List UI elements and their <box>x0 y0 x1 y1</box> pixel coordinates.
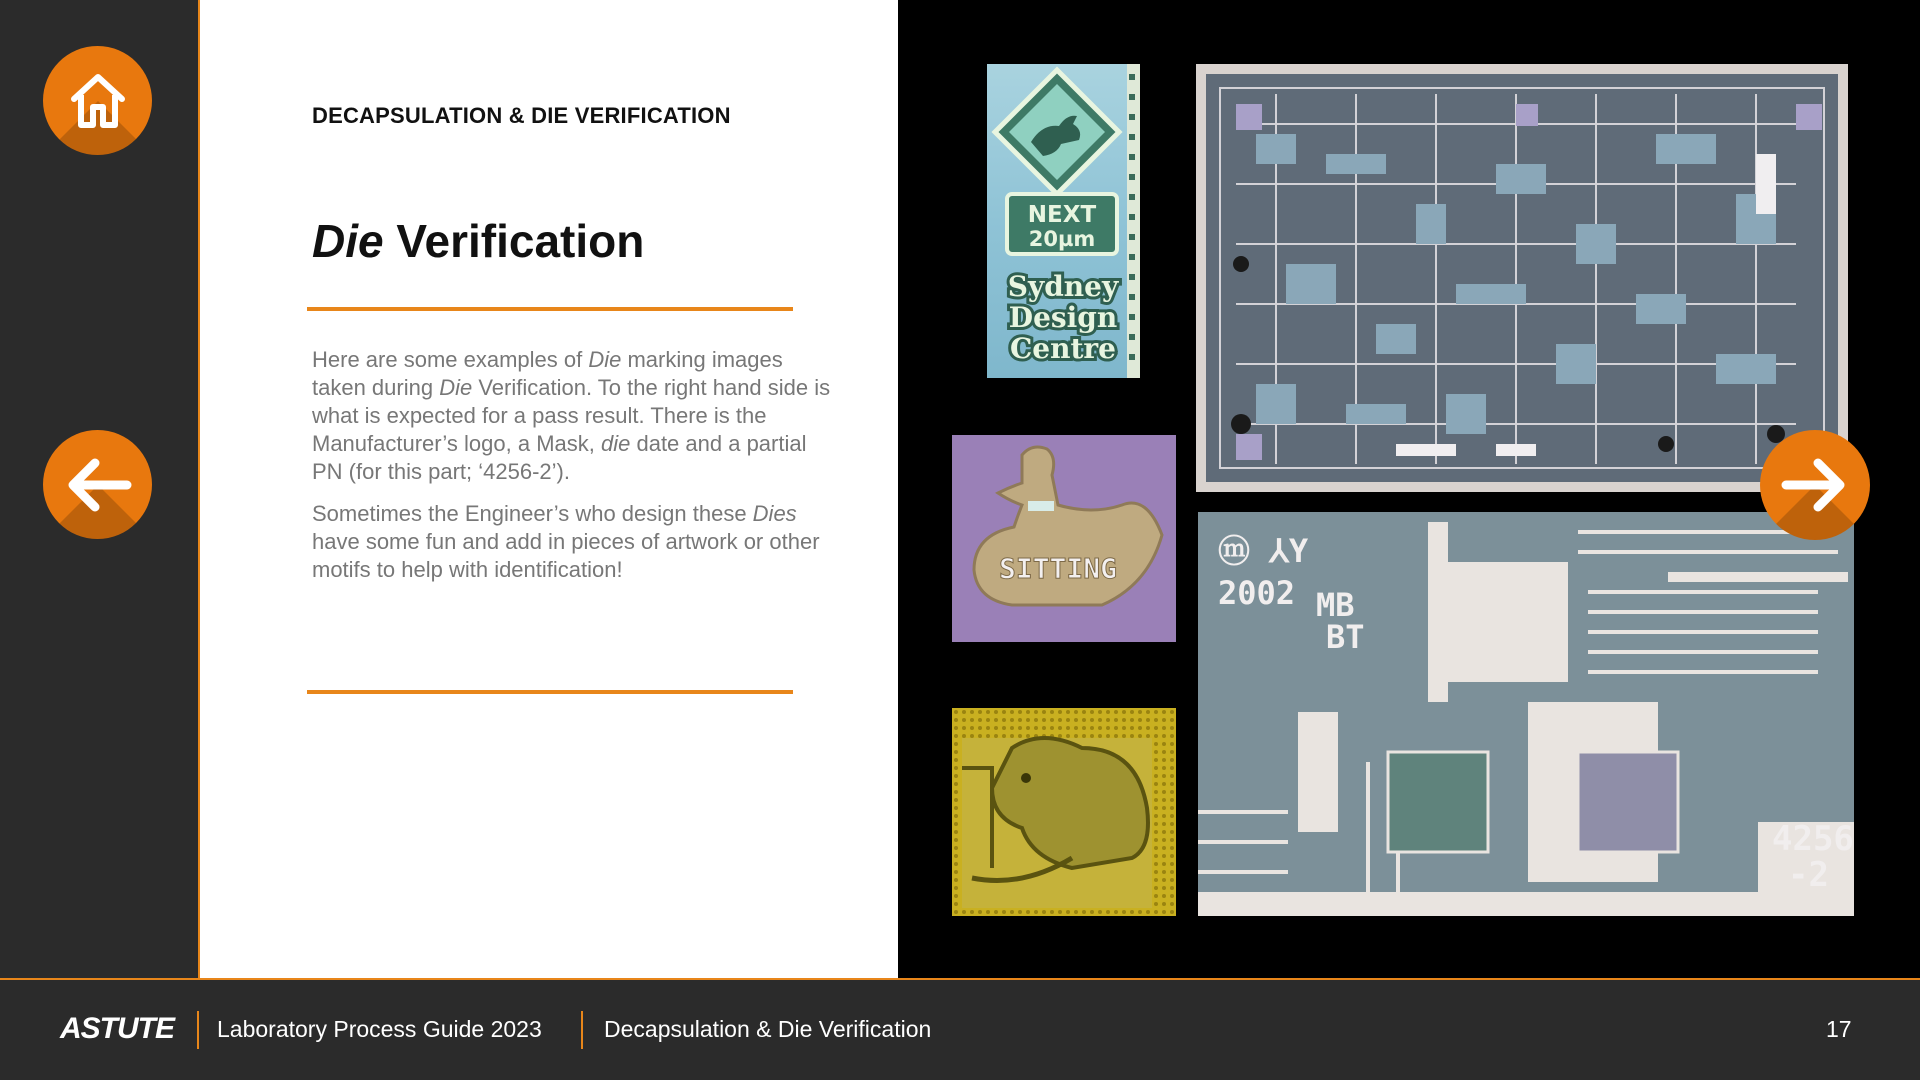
kangaroo-die-image <box>987 64 1140 378</box>
text-run: Here are some examples of <box>312 347 589 372</box>
home-icon <box>66 69 130 133</box>
previous-slide-button[interactable] <box>43 430 152 539</box>
home-button[interactable] <box>43 46 152 155</box>
die-pn-1: 4256 <box>1772 819 1854 859</box>
content-panel <box>200 0 898 978</box>
title-rest: Verification <box>383 215 645 267</box>
next-slide-button[interactable] <box>1760 430 1870 540</box>
text-run: Sometimes the Engineer’s who design these <box>312 501 753 526</box>
kangaroo-text-5: Centre <box>1010 332 1116 365</box>
footer-separator-1 <box>197 1011 199 1049</box>
footer-separator-2 <box>581 1011 583 1049</box>
kangaroo-text-2: 20µm <box>1028 227 1096 251</box>
text-run: have some fun and add in pieces of artwork or other motifs to help with identification! <box>312 529 820 582</box>
section-label: DECAPSULATION & DIE VERIFICATION <box>312 103 731 128</box>
arrow-left-icon <box>63 455 133 515</box>
divider-top <box>307 307 793 311</box>
rat-die-image <box>952 708 1176 916</box>
footer-guide-title: Laboratory Process Guide 2023 <box>217 1016 542 1042</box>
kangaroo-text-1: NEXT <box>1027 202 1097 228</box>
page-number: 17 <box>1826 1016 1852 1042</box>
divider-bottom <box>307 690 793 694</box>
paragraph-2 <box>312 500 832 584</box>
die-pn-2: -2 <box>1788 855 1829 895</box>
full-die-image <box>1196 64 1848 492</box>
title-italic: Die <box>312 215 384 267</box>
kangaroo-text-3: Sydney <box>1007 270 1119 303</box>
arrow-right-icon <box>1780 455 1850 515</box>
text-run: die <box>601 431 631 456</box>
die-closeup-image <box>1198 512 1854 916</box>
duck-label: SITTING <box>998 552 1118 585</box>
text-run: marking images taken during <box>312 347 783 400</box>
paragraph-1 <box>312 346 832 486</box>
svg-text:ⓜ ⅄Y: ⓜ ⅄Y <box>1218 532 1309 570</box>
die-mark-1: 2002 <box>1218 574 1296 612</box>
astute-logo: ASTUTE <box>60 1012 174 1045</box>
text-run: Verification. To the right hand side is what is expected for a pass result. There is the Manufacturer’s logo, a Mask, <box>312 375 831 456</box>
text-run: date and a partial PN (for this part; ‘4256-2’). <box>312 431 807 484</box>
kangaroo-text-4: Design <box>1008 301 1118 334</box>
duck-die-image <box>952 435 1176 642</box>
die-mark-2: MB <box>1316 586 1355 624</box>
footer-section-title: Decapsulation & Die Verification <box>604 1016 932 1042</box>
body-text <box>312 346 832 598</box>
die-mark-3: BT <box>1326 618 1365 656</box>
text-run: Die <box>439 375 473 400</box>
text-run: Dies <box>752 501 797 526</box>
text-run: Die <box>588 347 622 372</box>
slide-title <box>312 214 644 268</box>
